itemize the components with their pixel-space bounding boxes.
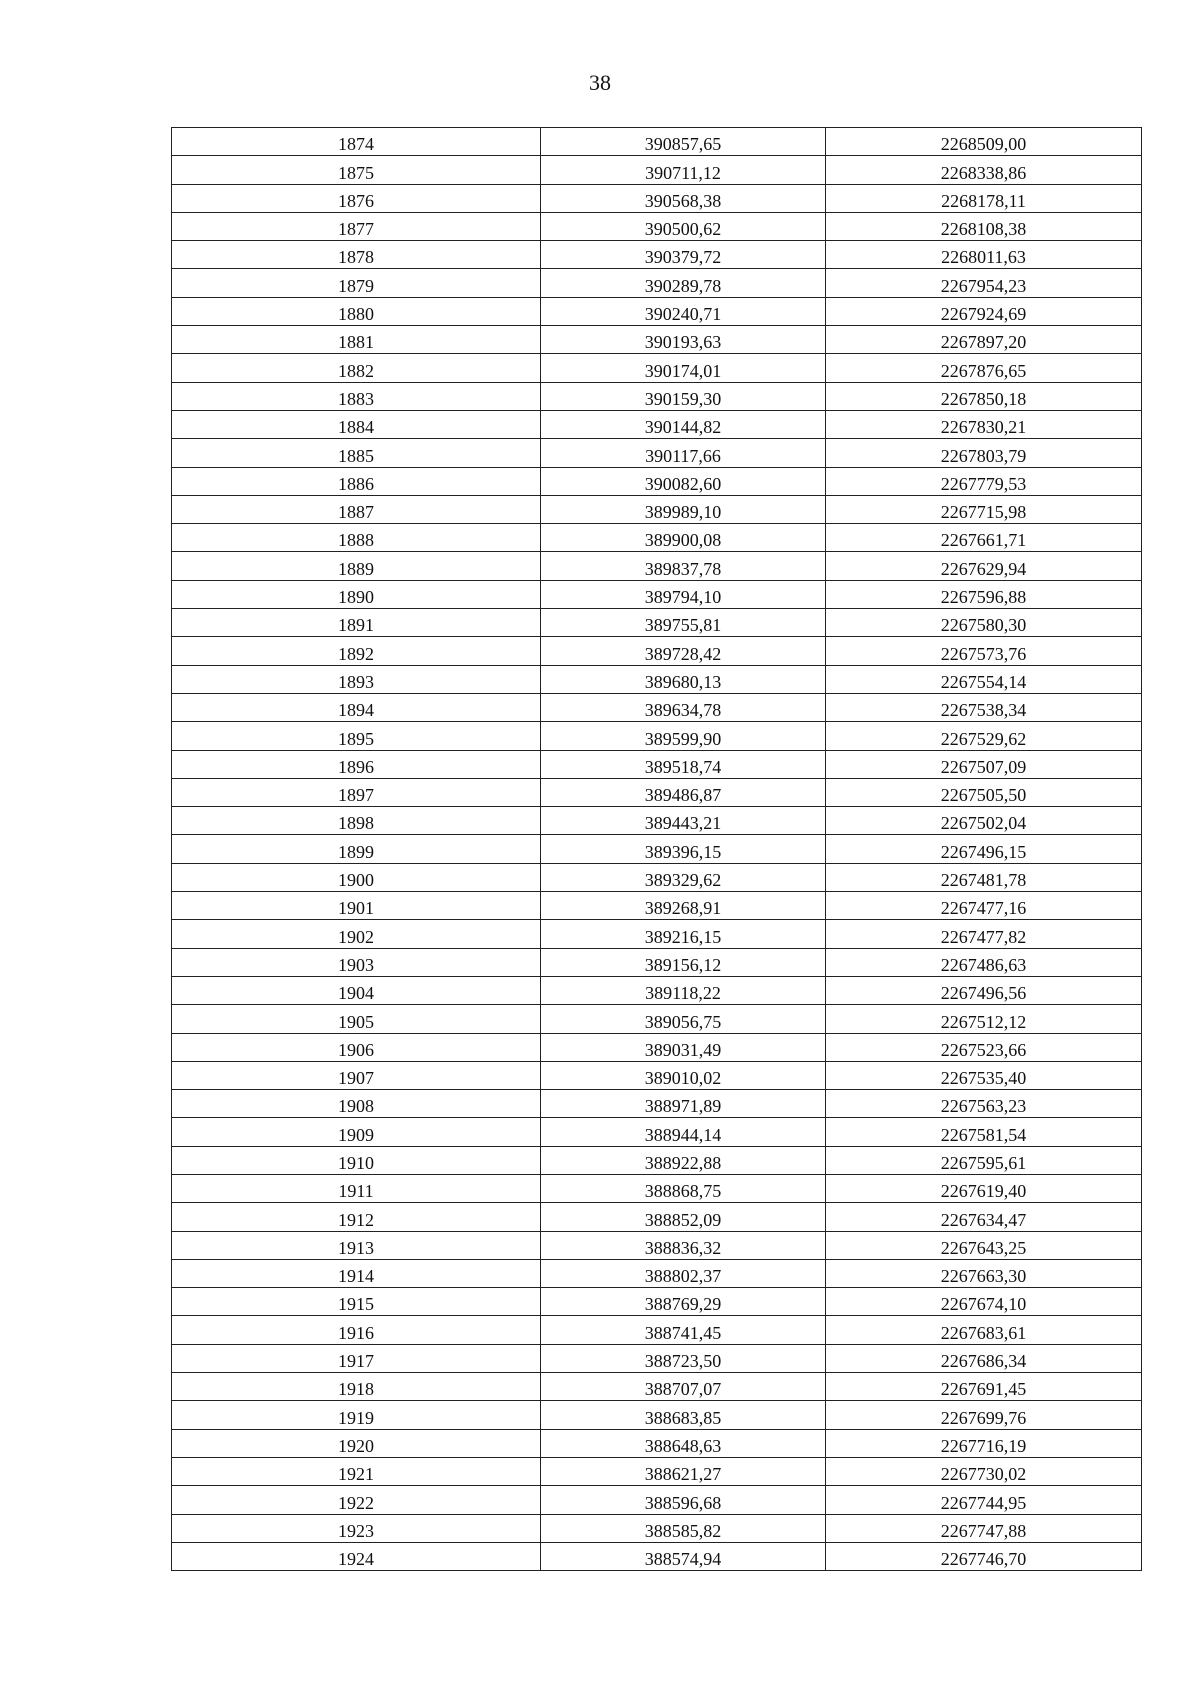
y-coordinate-cell: 2267538,34 — [826, 693, 1142, 721]
y-coordinate-cell: 2268178,11 — [826, 184, 1142, 212]
table-row — [172, 467, 1142, 495]
x-coordinate-cell: 390117,66 — [541, 439, 826, 467]
point-number-cell: 1900 — [172, 863, 541, 891]
table-row — [172, 976, 1142, 1004]
x-coordinate-cell: 390711,12 — [541, 156, 826, 184]
y-coordinate-cell: 2267663,30 — [826, 1259, 1142, 1287]
point-number-cell: 1901 — [172, 892, 541, 920]
x-coordinate-cell: 389900,08 — [541, 524, 826, 552]
y-coordinate-cell: 2267629,94 — [826, 552, 1142, 580]
page-number: 38 — [589, 70, 611, 95]
point-number-cell: 1881 — [172, 326, 541, 354]
y-coordinate-cell: 2267477,82 — [826, 920, 1142, 948]
y-coordinate-cell: 2267529,62 — [826, 722, 1142, 750]
x-coordinate-cell: 390144,82 — [541, 410, 826, 438]
point-number-cell: 1878 — [172, 241, 541, 269]
y-coordinate-cell: 2267596,88 — [826, 580, 1142, 608]
y-coordinate-cell: 2267486,63 — [826, 948, 1142, 976]
table-row — [172, 1203, 1142, 1231]
x-coordinate-cell: 390240,71 — [541, 297, 826, 325]
point-number-cell: 1908 — [172, 1090, 541, 1118]
x-coordinate-cell: 390379,72 — [541, 241, 826, 269]
y-coordinate-cell: 2267619,40 — [826, 1174, 1142, 1202]
x-coordinate-cell: 390568,38 — [541, 184, 826, 212]
table-row — [172, 1316, 1142, 1344]
table-row — [172, 1231, 1142, 1259]
table-row — [172, 1288, 1142, 1316]
table-row — [172, 297, 1142, 325]
point-number-cell: 1883 — [172, 382, 541, 410]
table-row — [172, 1259, 1142, 1287]
x-coordinate-cell: 389837,78 — [541, 552, 826, 580]
x-coordinate-cell: 390857,65 — [541, 128, 826, 156]
table-row — [172, 892, 1142, 920]
x-coordinate-cell: 389989,10 — [541, 495, 826, 523]
y-coordinate-cell: 2267699,76 — [826, 1401, 1142, 1429]
y-coordinate-cell: 2267730,02 — [826, 1457, 1142, 1485]
table-row — [172, 807, 1142, 835]
y-coordinate-cell: 2268108,38 — [826, 212, 1142, 240]
point-number-cell: 1906 — [172, 1033, 541, 1061]
point-number-cell: 1891 — [172, 609, 541, 637]
x-coordinate-cell: 388922,88 — [541, 1146, 826, 1174]
point-number-cell: 1916 — [172, 1316, 541, 1344]
table-row — [172, 835, 1142, 863]
table-row — [172, 495, 1142, 523]
x-coordinate-cell: 389443,21 — [541, 807, 826, 835]
table-row — [172, 750, 1142, 778]
y-coordinate-cell: 2267502,04 — [826, 807, 1142, 835]
table-row — [172, 778, 1142, 806]
y-coordinate-cell: 2267505,50 — [826, 778, 1142, 806]
y-coordinate-cell: 2267481,78 — [826, 863, 1142, 891]
y-coordinate-cell: 2267876,65 — [826, 354, 1142, 382]
table-row — [172, 1090, 1142, 1118]
point-number-cell: 1885 — [172, 439, 541, 467]
y-coordinate-cell: 2267850,18 — [826, 382, 1142, 410]
point-number-cell: 1882 — [172, 354, 541, 382]
table-row — [172, 552, 1142, 580]
table-row — [172, 1542, 1142, 1570]
x-coordinate-cell: 390500,62 — [541, 212, 826, 240]
point-number-cell: 1919 — [172, 1401, 541, 1429]
x-coordinate-cell: 389010,02 — [541, 1061, 826, 1089]
y-coordinate-cell: 2267595,61 — [826, 1146, 1142, 1174]
point-number-cell: 1879 — [172, 269, 541, 297]
x-coordinate-cell: 388971,89 — [541, 1090, 826, 1118]
x-coordinate-cell: 389056,75 — [541, 1005, 826, 1033]
table-row — [172, 1457, 1142, 1485]
point-number-cell: 1913 — [172, 1231, 541, 1259]
point-number-cell: 1893 — [172, 665, 541, 693]
table-row — [172, 722, 1142, 750]
y-coordinate-cell: 2267512,12 — [826, 1005, 1142, 1033]
y-coordinate-cell: 2267643,25 — [826, 1231, 1142, 1259]
x-coordinate-cell: 389755,81 — [541, 609, 826, 637]
y-coordinate-cell: 2267581,54 — [826, 1118, 1142, 1146]
x-coordinate-cell: 388802,37 — [541, 1259, 826, 1287]
table-row — [172, 269, 1142, 297]
y-coordinate-cell: 2267747,88 — [826, 1514, 1142, 1542]
y-coordinate-cell: 2267496,15 — [826, 835, 1142, 863]
y-coordinate-cell: 2267580,30 — [826, 609, 1142, 637]
y-coordinate-cell: 2267634,47 — [826, 1203, 1142, 1231]
x-coordinate-cell: 389156,12 — [541, 948, 826, 976]
y-coordinate-cell: 2267496,56 — [826, 976, 1142, 1004]
point-number-cell: 1898 — [172, 807, 541, 835]
x-coordinate-cell: 390193,63 — [541, 326, 826, 354]
table-row — [172, 1401, 1142, 1429]
table-row — [172, 1061, 1142, 1089]
point-number-cell: 1915 — [172, 1288, 541, 1316]
table-row — [172, 1033, 1142, 1061]
point-number-cell: 1911 — [172, 1174, 541, 1202]
point-number-cell: 1923 — [172, 1514, 541, 1542]
table-row — [172, 665, 1142, 693]
x-coordinate-cell: 388741,45 — [541, 1316, 826, 1344]
table-row — [172, 948, 1142, 976]
x-coordinate-cell: 389794,10 — [541, 580, 826, 608]
y-coordinate-cell: 2267715,98 — [826, 495, 1142, 523]
x-coordinate-cell: 388596,68 — [541, 1486, 826, 1514]
x-coordinate-cell: 389599,90 — [541, 722, 826, 750]
y-coordinate-cell: 2267686,34 — [826, 1344, 1142, 1372]
y-coordinate-cell: 2267573,76 — [826, 637, 1142, 665]
point-number-cell: 1902 — [172, 920, 541, 948]
x-coordinate-cell: 388723,50 — [541, 1344, 826, 1372]
point-number-cell: 1884 — [172, 410, 541, 438]
point-number-cell: 1888 — [172, 524, 541, 552]
x-coordinate-cell: 388769,29 — [541, 1288, 826, 1316]
point-number-cell: 1920 — [172, 1429, 541, 1457]
table-row — [172, 128, 1142, 156]
point-number-cell: 1921 — [172, 1457, 541, 1485]
point-number-cell: 1887 — [172, 495, 541, 523]
point-number-cell: 1896 — [172, 750, 541, 778]
point-number-cell: 1912 — [172, 1203, 541, 1231]
point-number-cell: 1877 — [172, 212, 541, 240]
y-coordinate-cell: 2267830,21 — [826, 410, 1142, 438]
table-row — [172, 1174, 1142, 1202]
table-row — [172, 212, 1142, 240]
table-row — [172, 1005, 1142, 1033]
point-number-cell: 1914 — [172, 1259, 541, 1287]
table-row — [172, 1373, 1142, 1401]
point-number-cell: 1922 — [172, 1486, 541, 1514]
y-coordinate-cell: 2267691,45 — [826, 1373, 1142, 1401]
table-row — [172, 354, 1142, 382]
table-row — [172, 693, 1142, 721]
x-coordinate-cell: 389031,49 — [541, 1033, 826, 1061]
y-coordinate-cell: 2267746,70 — [826, 1542, 1142, 1570]
point-number-cell: 1897 — [172, 778, 541, 806]
point-number-cell: 1874 — [172, 128, 541, 156]
x-coordinate-cell: 389118,22 — [541, 976, 826, 1004]
point-number-cell: 1895 — [172, 722, 541, 750]
table-row — [172, 609, 1142, 637]
table-row — [172, 382, 1142, 410]
table-row — [172, 1514, 1142, 1542]
y-coordinate-cell: 2267716,19 — [826, 1429, 1142, 1457]
x-coordinate-cell: 389486,87 — [541, 778, 826, 806]
table-row — [172, 241, 1142, 269]
y-coordinate-cell: 2267554,14 — [826, 665, 1142, 693]
point-number-cell: 1918 — [172, 1373, 541, 1401]
point-number-cell: 1903 — [172, 948, 541, 976]
y-coordinate-cell: 2267683,61 — [826, 1316, 1142, 1344]
table-row — [172, 326, 1142, 354]
x-coordinate-cell: 389680,13 — [541, 665, 826, 693]
point-number-cell: 1890 — [172, 580, 541, 608]
point-number-cell: 1880 — [172, 297, 541, 325]
y-coordinate-cell: 2268338,86 — [826, 156, 1142, 184]
x-coordinate-cell: 389268,91 — [541, 892, 826, 920]
x-coordinate-cell: 388836,32 — [541, 1231, 826, 1259]
y-coordinate-cell: 2267661,71 — [826, 524, 1142, 552]
point-number-cell: 1909 — [172, 1118, 541, 1146]
point-number-cell: 1889 — [172, 552, 541, 580]
table-row — [172, 637, 1142, 665]
y-coordinate-cell: 2267523,66 — [826, 1033, 1142, 1061]
y-coordinate-cell: 2268509,00 — [826, 128, 1142, 156]
point-number-cell: 1905 — [172, 1005, 541, 1033]
x-coordinate-cell: 389396,15 — [541, 835, 826, 863]
table-row — [172, 580, 1142, 608]
x-coordinate-cell: 388944,14 — [541, 1118, 826, 1146]
point-number-cell: 1876 — [172, 184, 541, 212]
x-coordinate-cell: 390289,78 — [541, 269, 826, 297]
point-number-cell: 1904 — [172, 976, 541, 1004]
x-coordinate-cell: 390174,01 — [541, 354, 826, 382]
y-coordinate-cell: 2267779,53 — [826, 467, 1142, 495]
x-coordinate-cell: 388574,94 — [541, 1542, 826, 1570]
y-coordinate-cell: 2267563,23 — [826, 1090, 1142, 1118]
point-number-cell: 1917 — [172, 1344, 541, 1372]
table-row — [172, 524, 1142, 552]
x-coordinate-cell: 388852,09 — [541, 1203, 826, 1231]
y-coordinate-cell: 2267674,10 — [826, 1288, 1142, 1316]
point-number-cell: 1910 — [172, 1146, 541, 1174]
y-coordinate-cell: 2267803,79 — [826, 439, 1142, 467]
coordinates-table — [171, 127, 1142, 1571]
x-coordinate-cell: 388621,27 — [541, 1457, 826, 1485]
x-coordinate-cell: 389728,42 — [541, 637, 826, 665]
y-coordinate-cell: 2267744,95 — [826, 1486, 1142, 1514]
table-row — [172, 439, 1142, 467]
y-coordinate-cell: 2267924,69 — [826, 297, 1142, 325]
x-coordinate-cell: 389216,15 — [541, 920, 826, 948]
x-coordinate-cell: 388683,85 — [541, 1401, 826, 1429]
y-coordinate-cell: 2268011,63 — [826, 241, 1142, 269]
table-row — [172, 156, 1142, 184]
table-row — [172, 1118, 1142, 1146]
x-coordinate-cell: 389329,62 — [541, 863, 826, 891]
point-number-cell: 1892 — [172, 637, 541, 665]
y-coordinate-cell: 2267477,16 — [826, 892, 1142, 920]
x-coordinate-cell: 388585,82 — [541, 1514, 826, 1542]
point-number-cell: 1907 — [172, 1061, 541, 1089]
table-row — [172, 863, 1142, 891]
table-row — [172, 184, 1142, 212]
coordinates-table-body — [172, 128, 1142, 1571]
point-number-cell: 1894 — [172, 693, 541, 721]
y-coordinate-cell: 2267507,09 — [826, 750, 1142, 778]
table-row — [172, 1429, 1142, 1457]
x-coordinate-cell: 389518,74 — [541, 750, 826, 778]
table-row — [172, 920, 1142, 948]
x-coordinate-cell: 388868,75 — [541, 1174, 826, 1202]
y-coordinate-cell: 2267897,20 — [826, 326, 1142, 354]
y-coordinate-cell: 2267954,23 — [826, 269, 1142, 297]
x-coordinate-cell: 388707,07 — [541, 1373, 826, 1401]
point-number-cell: 1924 — [172, 1542, 541, 1570]
point-number-cell: 1875 — [172, 156, 541, 184]
point-number-cell: 1886 — [172, 467, 541, 495]
table-row — [172, 410, 1142, 438]
table-row — [172, 1486, 1142, 1514]
x-coordinate-cell: 388648,63 — [541, 1429, 826, 1457]
table-row — [172, 1344, 1142, 1372]
x-coordinate-cell: 390082,60 — [541, 467, 826, 495]
y-coordinate-cell: 2267535,40 — [826, 1061, 1142, 1089]
x-coordinate-cell: 390159,30 — [541, 382, 826, 410]
point-number-cell: 1899 — [172, 835, 541, 863]
table-row — [172, 1146, 1142, 1174]
x-coordinate-cell: 389634,78 — [541, 693, 826, 721]
